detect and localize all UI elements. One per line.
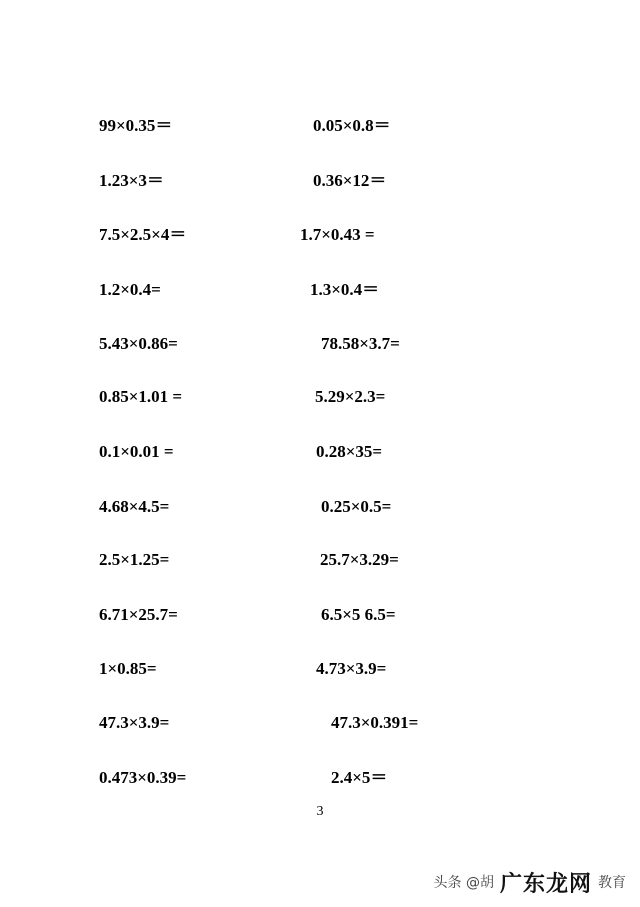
problem-right: 0.28×35= [316,442,383,461]
problem-left: 4.68×4.5= [99,497,170,516]
problem-row [0,438,640,466]
problem-left: 0.473×0.39= [99,768,187,787]
problem-left: 99×0.35＝ [99,116,173,135]
problem-right: 4.73×3.9= [316,659,387,678]
problem-right: 1.7×0.43 = [300,225,375,244]
problem-right: 25.7×3.29= [320,550,399,569]
problem-right: 5.29×2.3= [315,387,386,406]
problem-left: 7.5×2.5×4＝ [99,225,187,244]
watermark-suffix: 教育 [598,875,626,891]
problem-left: 5.43×0.86= [99,334,178,353]
problem-row [0,546,640,574]
watermark-prefix: 头条 @胡 [433,875,494,891]
problem-row [0,383,640,411]
problem-right: 78.58×3.7= [321,334,400,353]
problem-right: 1.3×0.4＝ [310,280,380,299]
problem-right: 6.5×5 6.5= [321,605,396,624]
problem-row [0,709,640,737]
problem-right: 0.36×12＝ [313,171,387,190]
watermark [434,867,626,897]
problem-right: 2.4×5＝ [331,768,388,787]
problem-left: 0.1×0.01 = [99,442,174,461]
problem-left: 47.3×3.9= [99,713,170,732]
problem-right: 47.3×0.391= [331,713,419,732]
problem-row [0,655,640,683]
problem-row [0,221,640,249]
problem-row [0,112,640,140]
problem-row [0,167,640,195]
problem-left: 2.5×1.25= [99,550,170,569]
page-number: 3 [316,804,324,819]
problem-left: 0.85×1.01 = [99,387,183,406]
problem-left: 1×0.85= [99,659,157,678]
problem-right: 0.25×0.5= [321,497,392,516]
problem-row [0,330,640,358]
problem-left: 6.71×25.7= [99,605,178,624]
watermark-logo: 广东龙网 [500,867,592,898]
problem-right: 0.05×0.8＝ [313,116,391,135]
problem-left: 1.2×0.4= [99,280,161,299]
problem-row [0,601,640,629]
problem-row [0,276,640,304]
problem-left: 1.23×3＝ [99,171,164,190]
problem-row [0,493,640,521]
problem-row [0,764,640,792]
